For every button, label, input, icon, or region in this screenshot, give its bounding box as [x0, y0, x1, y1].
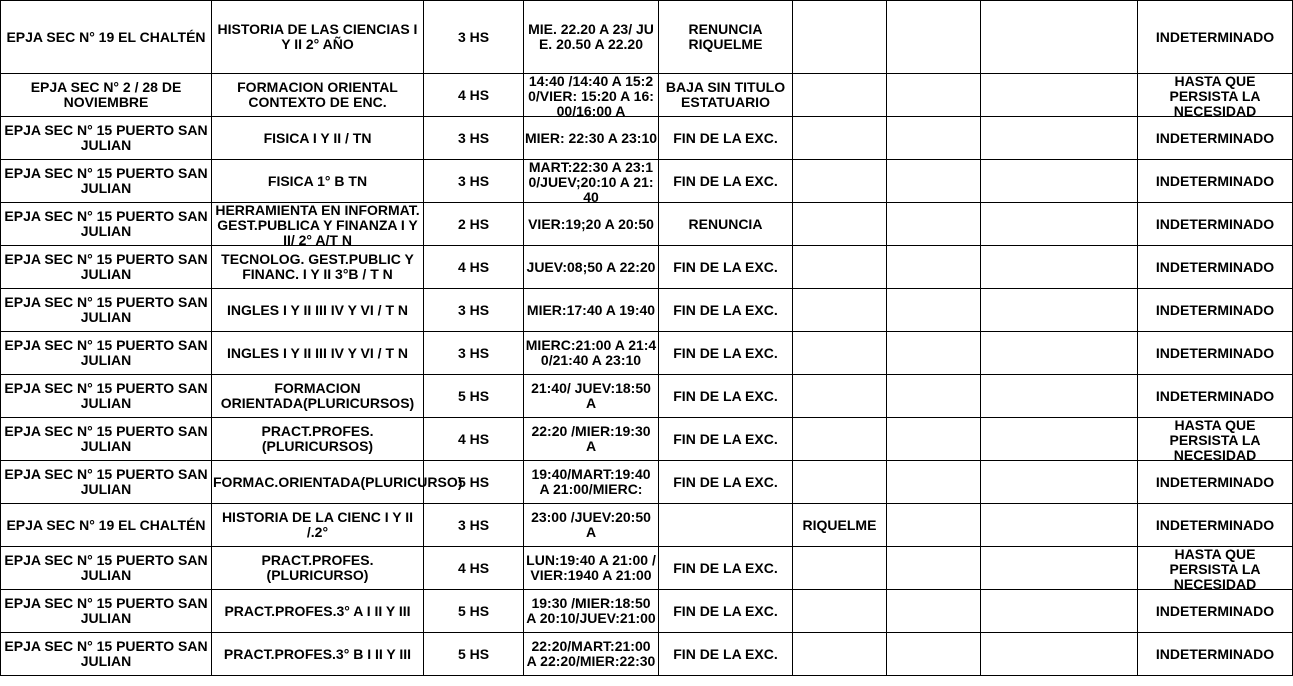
cell-term-text: INDETERMINADO — [1155, 215, 1275, 232]
cell-hours-text: 2 HS — [457, 215, 490, 232]
cell-col6 — [793, 590, 887, 633]
cell-col7 — [887, 246, 981, 289]
cell-col8 — [981, 289, 1138, 332]
cell-schedule — [524, 203, 659, 246]
cell-term-text: HASTA QUE PERSISTA LA NECESIDAD — [1169, 546, 1261, 592]
cell-hours — [424, 203, 524, 246]
cell-col8 — [981, 246, 1138, 289]
cell-subject-text: HERRAMIENTA EN INFORMAT. GEST.PUBLICA Y FINANZA I Y II/ 2° A/T N — [215, 202, 420, 248]
cell-schedule-text: 21:40/ JUEV:18:50 A — [531, 380, 651, 411]
cell-subject-text: FISICA I Y II / TN — [263, 129, 372, 146]
cell-school-text: EPJA SEC N° 15 PUERTO SAN JULIAN — [4, 122, 208, 153]
cell-subject — [212, 160, 424, 203]
cell-reason — [659, 504, 793, 547]
cell-schedule-text: MART:22:30 A 23:10/JUEV;20:10 A 21:40 — [528, 159, 654, 205]
cell-school — [1, 160, 212, 203]
cell-term-text: INDETERMINADO — [1155, 172, 1275, 189]
cell-school — [1, 633, 212, 676]
cell-hours-text: 3 HS — [457, 129, 490, 146]
cell-col7 — [887, 418, 981, 461]
cell-schedule — [524, 117, 659, 160]
cell-hours-text: 4 HS — [457, 559, 490, 576]
cell-subject — [212, 1, 424, 74]
cell-subject-text: FORMACION ORIENTAL CONTEXTO DE ENC. — [237, 79, 398, 110]
cell-schedule — [524, 418, 659, 461]
cell-col7 — [887, 504, 981, 547]
table-row — [1, 633, 1293, 676]
cell-school — [1, 74, 212, 117]
cell-schedule-text: 19:30 /MIER:18:50 A 20:10/JUEV:21:00 — [526, 595, 656, 626]
table-row — [1, 332, 1293, 375]
cell-term-text: INDETERMINADO — [1155, 129, 1275, 146]
cell-schedule — [524, 547, 659, 590]
cell-hours-text: 5 HS — [457, 473, 490, 490]
cell-col6 — [793, 504, 887, 547]
cell-col6 — [793, 633, 887, 676]
cell-reason-text: FIN DE LA EXC. — [673, 645, 778, 662]
cell-subject-text: FORMACION ORIENTADA(PLURICURSOS) — [220, 380, 415, 411]
cell-subject — [212, 461, 463, 504]
cell-school-text: EPJA SEC N° 15 PUERTO SAN JULIAN — [4, 294, 208, 325]
cell-hours-text: 5 HS — [457, 387, 490, 404]
table-body — [1, 1, 1293, 676]
cell-hours — [424, 246, 524, 289]
cell-hours — [424, 418, 524, 461]
cell-schedule-text: 19:40/MART:19:40 A 21:00/MIERC: — [531, 466, 651, 497]
cell-subject — [212, 547, 424, 590]
cell-school-text: EPJA SEC N° 15 PUERTO SAN JULIAN — [4, 337, 208, 368]
cell-col8 — [981, 74, 1138, 117]
cell-reason-text: FIN DE LA EXC. — [673, 344, 778, 361]
cell-term — [1138, 418, 1293, 461]
cell-hours — [424, 289, 524, 332]
cell-subject-text: FORMAC.ORIENTADA(PLURICURSO) — [213, 473, 463, 490]
cell-col7 — [887, 74, 981, 117]
cell-school — [1, 117, 212, 160]
cell-col8 — [981, 160, 1138, 203]
cell-school — [1, 246, 212, 289]
cell-reason-text: RENUNCIA — [688, 215, 763, 232]
cell-schedule — [524, 332, 659, 375]
cell-reason-text: FIN DE LA EXC. — [673, 387, 778, 404]
cell-term-text: HASTA QUE PERSISTA LA NECESIDAD — [1169, 73, 1261, 119]
cell-subject — [212, 246, 424, 289]
table-row — [1, 117, 1293, 160]
cell-schedule-text: 22:20/MART:21:00 A 22:20/MIER:22:30 — [526, 638, 656, 669]
cell-hours — [424, 504, 524, 547]
table-row — [1, 1, 1293, 74]
cell-reason — [659, 590, 793, 633]
cell-term-text: INDETERMINADO — [1155, 645, 1275, 662]
cell-schedule — [524, 160, 659, 203]
table-row — [1, 74, 1293, 117]
cell-schedule — [524, 375, 659, 418]
cell-reason-text: FIN DE LA EXC. — [673, 301, 778, 318]
table-row — [1, 203, 1293, 246]
cell-hours — [424, 375, 524, 418]
cell-subject — [212, 203, 424, 246]
cell-term-text: INDETERMINADO — [1155, 344, 1275, 361]
cell-term — [1138, 633, 1293, 676]
cell-term — [1138, 1, 1293, 74]
cell-col8 — [981, 203, 1138, 246]
cell-school — [1, 1, 212, 74]
cell-hours-text: 4 HS — [457, 258, 490, 275]
cell-school — [1, 375, 212, 418]
table-row — [1, 418, 1293, 461]
cell-term — [1138, 375, 1293, 418]
cell-term — [1138, 117, 1293, 160]
cell-reason-text: FIN DE LA EXC. — [673, 258, 778, 275]
table-row — [1, 289, 1293, 332]
cell-reason — [659, 117, 793, 160]
cell-school-text: EPJA SEC N° 15 PUERTO SAN JULIAN — [4, 208, 208, 239]
cell-hours-text: 3 HS — [457, 516, 490, 533]
cell-col7 — [887, 633, 981, 676]
cell-col8 — [981, 633, 1138, 676]
cell-subject-text: INGLES I Y II III IV Y VI / T N — [226, 344, 409, 361]
cell-reason — [659, 375, 793, 418]
cell-school — [1, 289, 212, 332]
cell-term-text: INDETERMINADO — [1155, 387, 1275, 404]
cell-col7 — [887, 590, 981, 633]
cell-col6 — [793, 289, 887, 332]
cell-term — [1138, 461, 1293, 504]
cell-hours — [424, 547, 524, 590]
cell-term — [1138, 246, 1293, 289]
cell-hours — [424, 160, 524, 203]
cell-col6 — [793, 547, 887, 590]
cell-school-text: EPJA SEC N° 15 PUERTO SAN JULIAN — [4, 423, 208, 454]
table-row — [1, 160, 1293, 203]
cell-school-text: EPJA SEC N° 15 PUERTO SAN JULIAN — [4, 165, 208, 196]
cell-school-text: EPJA SEC N° 15 PUERTO SAN JULIAN — [4, 466, 208, 497]
cell-col6 — [793, 375, 887, 418]
cell-school-text: EPJA SEC N° 15 PUERTO SAN JULIAN — [4, 251, 208, 282]
cell-subject-text: PRACT.PROFES. (PLURICURSO) — [261, 552, 374, 583]
cell-schedule-text: MIER:17:40 A 19:40 — [526, 301, 656, 318]
table-row — [1, 547, 1293, 590]
cell-subject — [212, 633, 424, 676]
cell-hours-text: 3 HS — [457, 344, 490, 361]
cell-term — [1138, 504, 1293, 547]
cell-col7 — [887, 461, 981, 504]
cell-col6 — [793, 203, 887, 246]
cell-schedule — [524, 590, 659, 633]
cell-subject-text: PRACT.PROFES.3° A I II Y III — [224, 602, 411, 619]
cell-schedule — [524, 504, 659, 547]
cell-reason — [659, 1, 793, 74]
cell-schedule-text: VIER:19;20 A 20:50 — [528, 215, 654, 232]
cell-term-text: INDETERMINADO — [1155, 516, 1275, 533]
cell-term-text: INDETERMINADO — [1155, 602, 1275, 619]
cell-col8 — [981, 418, 1138, 461]
cell-col6 — [793, 461, 887, 504]
cell-term — [1138, 74, 1293, 117]
cell-school — [1, 590, 212, 633]
cell-school-text: EPJA SEC N° 15 PUERTO SAN JULIAN — [4, 638, 208, 669]
table-row — [1, 246, 1293, 289]
table-row — [1, 375, 1293, 418]
cell-reason-text: BAJA SIN TITULO ESTATUARIO — [665, 79, 786, 110]
cell-term — [1138, 332, 1293, 375]
cell-col6 — [793, 418, 887, 461]
cell-col8 — [981, 375, 1138, 418]
cell-reason-text: FIN DE LA EXC. — [673, 473, 778, 490]
cell-school-text: EPJA SEC N° 19 EL CHALTÉN — [6, 28, 206, 45]
cell-term-text: INDETERMINADO — [1155, 258, 1275, 275]
cell-col8 — [981, 547, 1138, 590]
cell-reason — [659, 418, 793, 461]
cell-school — [1, 418, 212, 461]
cell-col6 — [793, 74, 887, 117]
cell-schedule-text: 23:00 /JUEV:20:50 A — [531, 509, 651, 540]
cell-hours-text: 3 HS — [457, 301, 490, 318]
cell-reason-text: FIN DE LA EXC. — [673, 129, 778, 146]
cell-subject — [212, 332, 424, 375]
cell-schedule — [524, 461, 659, 504]
cell-schedule — [524, 633, 659, 676]
cell-reason-text: FIN DE LA EXC. — [673, 430, 778, 447]
cell-col7 — [887, 547, 981, 590]
cell-hours — [424, 590, 524, 633]
cell-subject — [212, 74, 424, 117]
cell-school — [1, 504, 212, 547]
cell-col8 — [981, 1, 1138, 74]
cell-schedule-text: MIER: 22:30 A 23:10 — [525, 129, 658, 146]
cell-reason — [659, 289, 793, 332]
cell-reason — [659, 203, 793, 246]
cell-subject — [212, 418, 424, 461]
cell-hours-text: 5 HS — [457, 602, 490, 619]
cell-reason — [659, 633, 793, 676]
cell-term-text: HASTA QUE PERSISTA LA NECESIDAD — [1169, 417, 1261, 463]
cell-col7 — [887, 332, 981, 375]
cell-school — [1, 332, 212, 375]
cell-hours-text: 4 HS — [457, 86, 490, 103]
cell-term — [1138, 289, 1293, 332]
cell-school-text: EPJA SEC N° 19 EL CHALTÉN — [6, 516, 206, 533]
cell-school — [1, 203, 212, 246]
cell-schedule — [524, 1, 659, 74]
cell-col6-text: RIQUELME — [802, 516, 877, 533]
cell-reason — [659, 332, 793, 375]
cell-subject-text: HISTORIA DE LAS CIENCIAS I Y II 2° AÑO — [217, 21, 418, 52]
cell-reason-text: RENUNCIA RIQUELME — [688, 21, 763, 52]
cell-hours-text: 5 HS — [457, 645, 490, 662]
cell-hours-text: 3 HS — [457, 28, 490, 45]
cell-col8 — [981, 590, 1138, 633]
cell-reason — [659, 547, 793, 590]
cell-schedule — [524, 74, 659, 117]
cell-subject-text: TECNOLOG. GEST.PUBLIC Y FINANC. I Y II 3°B / T N — [221, 251, 414, 282]
cell-school-text: EPJA SEC N° 15 PUERTO SAN JULIAN — [4, 595, 208, 626]
cell-hours — [424, 117, 524, 160]
cell-col6 — [793, 332, 887, 375]
cell-reason — [659, 74, 793, 117]
cell-col7 — [887, 1, 981, 74]
cell-hours-text: 4 HS — [457, 430, 490, 447]
cell-col8 — [981, 504, 1138, 547]
cell-col7 — [887, 160, 981, 203]
cell-school-text: EPJA SEC N° 2 / 28 DE NOVIEMBRE — [30, 79, 182, 110]
cell-hours — [424, 633, 524, 676]
cell-term — [1138, 590, 1293, 633]
cell-subject — [212, 590, 424, 633]
table-row — [1, 590, 1293, 633]
cell-reason — [659, 160, 793, 203]
cell-col7 — [887, 375, 981, 418]
cell-hours — [424, 74, 524, 117]
cell-hours — [424, 332, 524, 375]
cell-subject — [212, 117, 424, 160]
cell-subject-text: PRACT.PROFES. (PLURICURSOS) — [261, 423, 374, 454]
cell-subject-text: PRACT.PROFES.3° B I II Y III — [223, 645, 412, 662]
cell-subject — [212, 375, 424, 418]
cell-school — [1, 547, 212, 590]
cell-subject-text: INGLES I Y II III IV Y VI / T N — [226, 301, 409, 318]
cell-schedule-text: 22:20 /MIER:19:30 A — [531, 423, 651, 454]
cell-col6 — [793, 117, 887, 160]
cell-col8 — [981, 332, 1138, 375]
cell-term-text: INDETERMINADO — [1155, 473, 1275, 490]
cell-schedule — [524, 246, 659, 289]
cell-reason — [659, 246, 793, 289]
cell-term-text: INDETERMINADO — [1155, 28, 1275, 45]
cell-school — [1, 461, 212, 504]
cell-subject — [212, 504, 424, 547]
cell-col6 — [793, 1, 887, 74]
cell-schedule — [524, 289, 659, 332]
table-row — [1, 504, 1293, 547]
cell-school-text: EPJA SEC N° 15 PUERTO SAN JULIAN — [4, 380, 208, 411]
cell-schedule-text: LUN:19:40 A 21:00 /VIER:1940 A 21:00 — [526, 552, 656, 583]
cell-reason-text: FIN DE LA EXC. — [673, 559, 778, 576]
cell-subject-text: HISTORIA DE LA CIENC I Y II /.2° — [221, 509, 414, 540]
cell-col7 — [887, 117, 981, 160]
cell-term — [1138, 547, 1293, 590]
cell-col6 — [793, 160, 887, 203]
cell-col8 — [981, 461, 1138, 504]
cell-hours-text: 3 HS — [457, 172, 490, 189]
cell-schedule-text: 14:40 /14:40 A 15:20/VIER: 15:20 A 16:00/16:00 A — [528, 73, 654, 119]
table-row — [1, 461, 1293, 504]
cell-subject-text: FISICA 1° B TN — [267, 172, 368, 189]
cell-hours — [424, 1, 524, 74]
cell-col6 — [793, 246, 887, 289]
cell-reason — [659, 461, 793, 504]
cell-reason-text: FIN DE LA EXC. — [673, 602, 778, 619]
cell-schedule-text: MIE. 22.20 A 23/ JUE. 20.50 A 22.20 — [528, 21, 654, 52]
cell-term — [1138, 203, 1293, 246]
cell-schedule-text: JUEV:08;50 A 22:20 — [526, 258, 656, 275]
cell-term-text: INDETERMINADO — [1155, 301, 1275, 318]
cell-subject — [212, 289, 424, 332]
cell-col7 — [887, 203, 981, 246]
cell-term — [1138, 160, 1293, 203]
cell-reason-text: FIN DE LA EXC. — [673, 172, 778, 189]
cell-col7 — [887, 289, 981, 332]
cell-col8 — [981, 117, 1138, 160]
cell-school-text: EPJA SEC N° 15 PUERTO SAN JULIAN — [4, 552, 208, 583]
cell-schedule-text: MIERC:21:00 A 21:40/21:40 A 23:10 — [525, 337, 657, 368]
